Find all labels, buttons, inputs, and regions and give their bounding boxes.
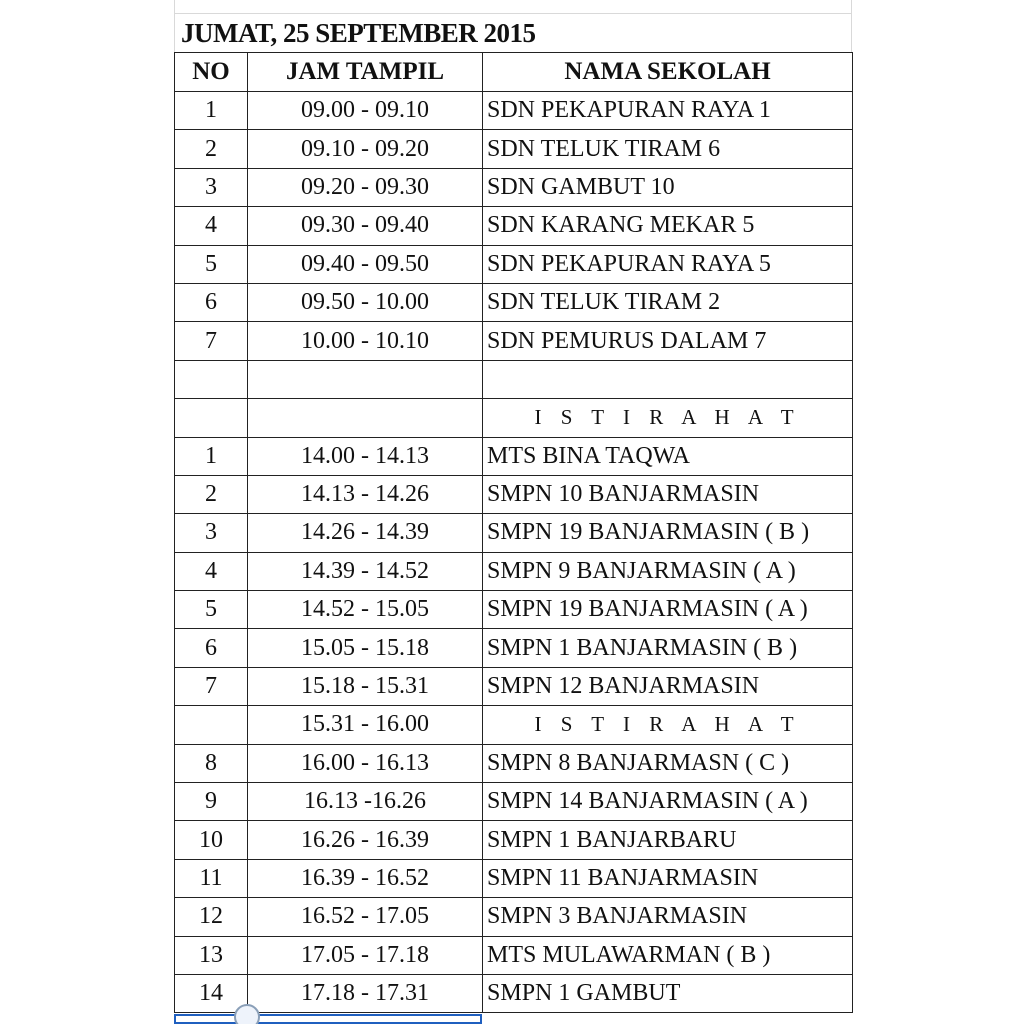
cell-no[interactable]: 2 xyxy=(175,130,248,168)
cell-jam-tampil[interactable]: 09.10 - 09.20 xyxy=(248,130,483,168)
cell-jam-tampil[interactable]: 17.18 - 17.31 xyxy=(248,974,483,1012)
cell-jam-tampil[interactable]: 15.31 - 16.00 xyxy=(248,706,483,744)
cell-jam-tampil[interactable]: 14.13 - 14.26 xyxy=(248,475,483,513)
cell-no[interactable]: 2 xyxy=(175,475,248,513)
cell-no[interactable]: 11 xyxy=(175,859,248,897)
cell-jam-tampil[interactable]: 16.00 - 16.13 xyxy=(248,744,483,782)
cell-nama-sekolah[interactable]: SMPN 14 BANJARMASIN ( A ) xyxy=(483,783,853,821)
header-row xyxy=(175,53,853,92)
cell-nama-sekolah[interactable]: MTS BINA TAQWA xyxy=(483,437,853,475)
table-row xyxy=(175,629,853,667)
table-row xyxy=(175,283,853,321)
cell-nama-sekolah[interactable]: SMPN 1 GAMBUT xyxy=(483,974,853,1012)
table-row xyxy=(175,168,853,206)
cell-no[interactable]: 13 xyxy=(175,936,248,974)
fill-handle[interactable] xyxy=(234,1004,260,1024)
cell-no[interactable]: 4 xyxy=(175,207,248,245)
cell-selection[interactable] xyxy=(174,1014,482,1024)
cell-jam-tampil[interactable] xyxy=(248,399,483,437)
schedule-rows xyxy=(175,92,853,1013)
cell-jam-tampil[interactable]: 15.05 - 15.18 xyxy=(248,629,483,667)
cell-jam-tampil[interactable]: 14.52 - 15.05 xyxy=(248,591,483,629)
cell-nama-sekolah[interactable]: SMPN 9 BANJARMASIN ( A ) xyxy=(483,552,853,590)
cell-nama-sekolah[interactable]: SDN PEMURUS DALAM 7 xyxy=(483,322,853,360)
break-row xyxy=(175,399,853,437)
cell-jam-tampil[interactable]: 14.39 - 14.52 xyxy=(248,552,483,590)
table-row xyxy=(175,92,853,130)
header-nama-sekolah[interactable]: NAMA SEKOLAH xyxy=(483,53,853,92)
cell-no[interactable]: 12 xyxy=(175,898,248,936)
cell-jam-tampil[interactable]: 16.39 - 16.52 xyxy=(248,859,483,897)
schedule-table xyxy=(174,52,853,1013)
table-row xyxy=(175,130,853,168)
cell-jam-tampil[interactable]: 14.00 - 14.13 xyxy=(248,437,483,475)
table-row xyxy=(175,667,853,705)
cell-istirahat[interactable]: I S T I R A H A T xyxy=(483,706,853,744)
cell-nama-sekolah[interactable] xyxy=(483,360,853,398)
cell-nama-sekolah[interactable]: SMPN 3 BANJARMASIN xyxy=(483,898,853,936)
cell-no[interactable]: 3 xyxy=(175,168,248,206)
cell-nama-sekolah[interactable]: SMPN 10 BANJARMASIN xyxy=(483,475,853,513)
table-row xyxy=(175,322,853,360)
table-row xyxy=(175,207,853,245)
cell-jam-tampil[interactable]: 16.52 - 17.05 xyxy=(248,898,483,936)
cell-jam-tampil[interactable] xyxy=(248,360,483,398)
cell-jam-tampil[interactable]: 14.26 - 14.39 xyxy=(248,514,483,552)
cell-no[interactable]: 4 xyxy=(175,552,248,590)
cell-no[interactable]: 8 xyxy=(175,744,248,782)
cell-jam-tampil[interactable]: 16.26 - 16.39 xyxy=(248,821,483,859)
cell-no[interactable] xyxy=(175,360,248,398)
table-row xyxy=(175,744,853,782)
cell-nama-sekolah[interactable]: SDN KARANG MEKAR 5 xyxy=(483,207,853,245)
cell-nama-sekolah[interactable]: SMPN 8 BANJARMASN ( C ) xyxy=(483,744,853,782)
cell-no[interactable]: 10 xyxy=(175,821,248,859)
table-row xyxy=(175,898,853,936)
cell-nama-sekolah[interactable]: MTS MULAWARMAN ( B ) xyxy=(483,936,853,974)
table-row xyxy=(175,475,853,513)
cell-no[interactable]: 6 xyxy=(175,629,248,667)
table-row xyxy=(175,974,853,1012)
cell-nama-sekolah[interactable]: SMPN 11 BANJARMASIN xyxy=(483,859,853,897)
cell-jam-tampil[interactable]: 10.00 - 10.10 xyxy=(248,322,483,360)
cell-nama-sekolah[interactable]: SMPN 19 BANJARMASIN ( A ) xyxy=(483,591,853,629)
cell-jam-tampil[interactable]: 09.00 - 09.10 xyxy=(248,92,483,130)
cell-jam-tampil[interactable]: 17.05 - 17.18 xyxy=(248,936,483,974)
cell-no[interactable] xyxy=(175,706,248,744)
gridline-row xyxy=(174,0,852,14)
cell-nama-sekolah[interactable]: SDN TELUK TIRAM 6 xyxy=(483,130,853,168)
cell-no[interactable]: 1 xyxy=(175,92,248,130)
cell-nama-sekolah[interactable]: SDN PEKAPURAN RAYA 5 xyxy=(483,245,853,283)
header-jam-tampil[interactable]: JAM TAMPIL xyxy=(248,53,483,92)
header-no[interactable]: NO xyxy=(175,53,248,92)
cell-nama-sekolah[interactable]: SMPN 19 BANJARMASIN ( B ) xyxy=(483,514,853,552)
cell-no[interactable]: 7 xyxy=(175,667,248,705)
table-row xyxy=(175,821,853,859)
cell-no[interactable]: 3 xyxy=(175,514,248,552)
cell-no[interactable]: 14 xyxy=(175,974,248,1012)
cell-jam-tampil[interactable]: 15.18 - 15.31 xyxy=(248,667,483,705)
cell-jam-tampil[interactable]: 09.40 - 09.50 xyxy=(248,245,483,283)
cell-no[interactable]: 5 xyxy=(175,591,248,629)
table-row xyxy=(175,437,853,475)
table-row xyxy=(175,591,853,629)
cell-no[interactable]: 1 xyxy=(175,437,248,475)
cell-no[interactable]: 5 xyxy=(175,245,248,283)
table-row xyxy=(175,936,853,974)
cell-nama-sekolah[interactable]: SDN TELUK TIRAM 2 xyxy=(483,283,853,321)
cell-no[interactable]: 6 xyxy=(175,283,248,321)
cell-no[interactable] xyxy=(175,399,248,437)
table-row xyxy=(175,859,853,897)
table-row xyxy=(175,245,853,283)
table-row xyxy=(175,783,853,821)
cell-jam-tampil[interactable]: 09.30 - 09.40 xyxy=(248,207,483,245)
cell-no[interactable]: 7 xyxy=(175,322,248,360)
blank-row xyxy=(175,360,853,398)
cell-no[interactable]: 9 xyxy=(175,783,248,821)
cell-jam-tampil[interactable]: 16.13 -16.26 xyxy=(248,783,483,821)
cell-nama-sekolah[interactable]: SDN PEKAPURAN RAYA 1 xyxy=(483,92,853,130)
table-row xyxy=(175,552,853,590)
cell-jam-tampil[interactable]: 09.20 - 09.30 xyxy=(248,168,483,206)
cell-istirahat[interactable]: I S T I R A H A T xyxy=(483,399,853,437)
table-row xyxy=(175,514,853,552)
cell-nama-sekolah[interactable]: SMPN 1 BANJARBARU xyxy=(483,821,853,859)
cell-nama-sekolah[interactable]: SMPN 1 BANJARMASIN ( B ) xyxy=(483,629,853,667)
schedule-title[interactable]: JUMAT, 25 SEPTEMBER 2015 xyxy=(174,14,852,52)
cell-nama-sekolah[interactable]: SDN GAMBUT 10 xyxy=(483,168,853,206)
break-row xyxy=(175,706,853,744)
cell-nama-sekolah[interactable]: SMPN 12 BANJARMASIN xyxy=(483,667,853,705)
cell-jam-tampil[interactable]: 09.50 - 10.00 xyxy=(248,283,483,321)
